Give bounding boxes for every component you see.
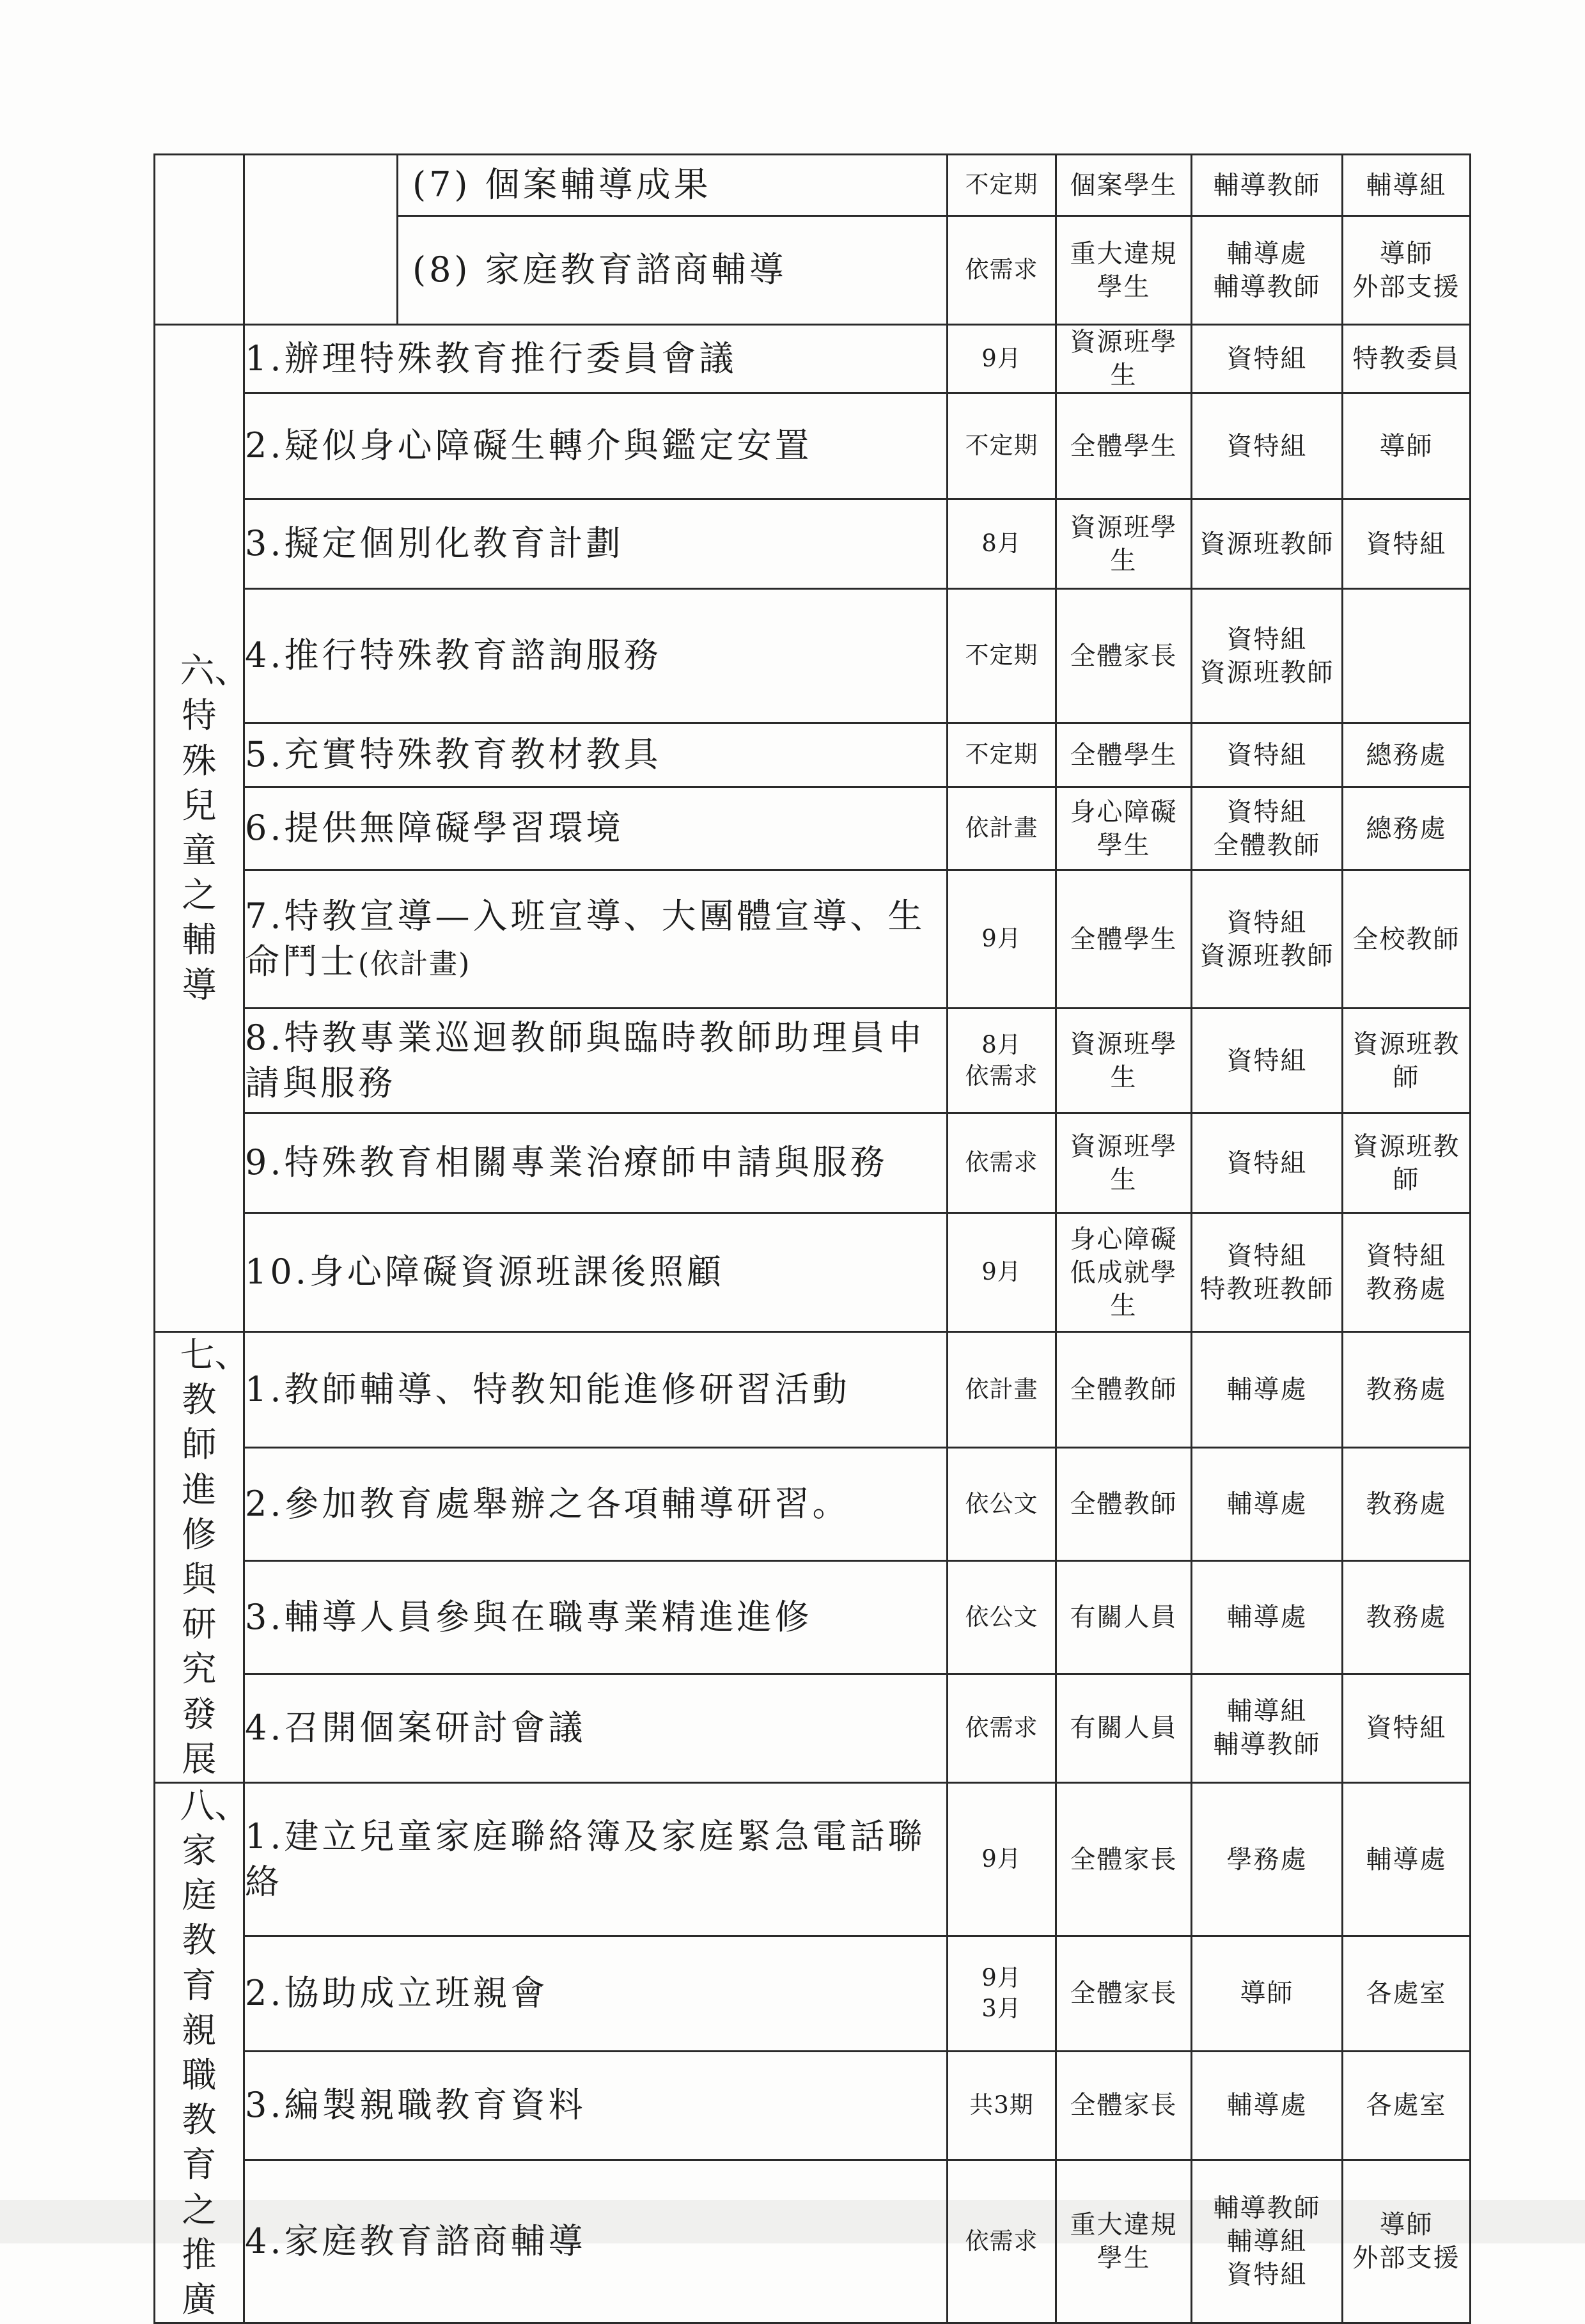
assist-cell: 教務處	[1343, 1332, 1471, 1448]
assist-cell: 總務處	[1343, 787, 1471, 870]
executor-cell: 資特組	[1192, 1009, 1343, 1113]
target-cell: 全體教師	[1056, 1448, 1192, 1561]
time-cell: 9月	[948, 870, 1056, 1009]
assist-cell: 導師 外部支援	[1343, 2160, 1471, 2323]
assist-cell: 教務處	[1343, 1561, 1471, 1674]
category-label: 八、家庭教育親職教育之推廣	[180, 1785, 249, 2320]
target-cell: 全體家長	[1056, 589, 1192, 723]
table-row	[155, 2051, 1471, 2160]
assist-cell: 資源班教師	[1343, 1113, 1471, 1213]
time-cell: 共3期	[948, 2051, 1056, 2160]
table-row	[155, 1936, 1471, 2051]
table-row	[155, 1674, 1471, 1782]
item-cell: 8.特教專業巡迴教師與臨時教師助理員申請與服務	[244, 1009, 948, 1113]
item-cell: 4.推行特殊教育諮詢服務	[244, 589, 948, 723]
assist-cell: 輔導處	[1343, 1782, 1471, 1936]
executor-cell: 資特組	[1192, 723, 1343, 787]
item-cell: 4.召開個案研討會議	[244, 1674, 948, 1782]
item-cell: 4.家庭教育諮商輔導	[244, 2160, 948, 2323]
category-cell	[155, 1782, 249, 2323]
executor-cell: 資特組 特教班教師	[1192, 1213, 1343, 1332]
time-cell: 8月	[948, 499, 1056, 589]
assist-cell: 導師	[1343, 393, 1471, 499]
time-cell: 9月	[948, 1213, 1056, 1332]
category-cell	[155, 1332, 249, 1783]
executor-cell: 輔導處 輔導教師	[1192, 216, 1343, 325]
executor-cell: 學務處	[1192, 1782, 1343, 1936]
time-cell: 9月 3月	[948, 1936, 1056, 2051]
time-cell: 不定期	[948, 589, 1056, 723]
time-cell: 依需求	[948, 1113, 1056, 1213]
time-cell: 依公文	[948, 1561, 1056, 1674]
target-cell: 資源班學生	[1056, 1009, 1192, 1113]
assist-cell: 資特組 教務處	[1343, 1213, 1471, 1332]
item-cell: 3.編製親職教育資料	[244, 2051, 948, 2160]
table-row	[155, 155, 1471, 216]
table-row	[155, 1009, 1471, 1113]
time-cell: 依計畫	[948, 787, 1056, 870]
executor-cell: 資源班教師	[1192, 499, 1343, 589]
target-cell: 身心障礙學生	[1056, 787, 1192, 870]
time-cell: 不定期	[948, 393, 1056, 499]
assist-cell: 各處室	[1343, 2051, 1471, 2160]
time-cell: 依需求	[948, 1674, 1056, 1782]
time-cell: 不定期	[948, 723, 1056, 787]
item-cell	[244, 870, 948, 1009]
table-row	[155, 723, 1471, 787]
target-cell: 身心障礙低成就學生	[1056, 1213, 1192, 1332]
executor-cell: 資特組 資源班教師	[1192, 870, 1343, 1009]
table-row	[155, 1213, 1471, 1332]
target-cell: 重大違規學生	[1056, 216, 1192, 325]
assist-cell: 資特組	[1343, 499, 1471, 589]
item-note: (依計畫)	[358, 947, 471, 980]
executor-cell: 輔導處	[1192, 1448, 1343, 1561]
time-cell: 依需求	[948, 216, 1056, 325]
executor-cell: 資特組	[1192, 1113, 1343, 1213]
item-cell: 1.教師輔導、特教知能進修研習活動	[244, 1332, 948, 1448]
assist-cell: 總務處	[1343, 723, 1471, 787]
assist-cell: 輔導組	[1343, 155, 1471, 216]
executor-cell: 輔導處	[1192, 1332, 1343, 1448]
assist-cell	[1343, 589, 1471, 723]
executor-cell: 輔導處	[1192, 1561, 1343, 1674]
target-cell: 全體教師	[1056, 1332, 1192, 1448]
assist-cell: 全校教師	[1343, 870, 1471, 1009]
target-cell: 有關人員	[1056, 1674, 1192, 1782]
table-row	[155, 1332, 1471, 1448]
executor-cell: 導師	[1192, 1936, 1343, 2051]
plan-table	[153, 153, 1471, 2324]
time-cell: 依計畫	[948, 1332, 1056, 1448]
item-cell: 10.身心障礙資源班課後照顧	[244, 1213, 948, 1332]
time-cell: 8月 依需求	[948, 1009, 1056, 1113]
time-cell: 依需求	[948, 2160, 1056, 2323]
time-cell: 依公文	[948, 1448, 1056, 1561]
target-cell: 全體學生	[1056, 870, 1192, 1009]
target-cell: 全體家長	[1056, 2051, 1192, 2160]
table-row	[155, 1448, 1471, 1561]
assist-cell: 資特組	[1343, 1674, 1471, 1782]
category-label: 六、特殊兒童之輔導	[180, 650, 249, 1005]
target-cell: 重大違規學生	[1056, 2160, 1192, 2323]
target-cell: 全體家長	[1056, 1936, 1192, 2051]
executor-cell: 輔導教師 輔導組 資特組	[1192, 2160, 1343, 2323]
item-cell: 3.輔導人員參與在職專業精進進修	[244, 1561, 948, 1674]
target-cell: 全體家長	[1056, 1782, 1192, 1936]
executor-cell: 輔導組 輔導教師	[1192, 1674, 1343, 1782]
table-row	[155, 1782, 1471, 1936]
executor-cell: 資特組	[1192, 325, 1343, 393]
table-row	[155, 393, 1471, 499]
category-label: 七、教師進修與研究發展	[180, 1335, 249, 1779]
item-cell: 1.建立兒童家庭聯絡簿及家庭緊急電話聯絡	[244, 1782, 948, 1936]
time-cell: 不定期	[948, 155, 1056, 216]
executor-cell: 輔導教師	[1192, 155, 1343, 216]
item-cell: 9.特殊教育相關專業治療師申請與服務	[244, 1113, 948, 1213]
time-cell: 9月	[948, 1782, 1056, 1936]
assist-cell: 各處室	[1343, 1936, 1471, 2051]
assist-cell: 特教委員	[1343, 325, 1471, 393]
target-cell: 有關人員	[1056, 1561, 1192, 1674]
item-cell: 2.參加教育處舉辦之各項輔導研習。	[244, 1448, 948, 1561]
table-row	[155, 1113, 1471, 1213]
executor-cell: 輔導處	[1192, 2051, 1343, 2160]
continued-category-cell	[155, 155, 244, 325]
target-cell: 全體學生	[1056, 393, 1192, 499]
item-cell: (8) 家庭教育諮商輔導	[398, 216, 948, 325]
item-text: 7.特教宣導—入班宣導、大團體宣導、生命鬥士	[245, 896, 926, 982]
executor-cell: 資特組 全體教師	[1192, 787, 1343, 870]
table-row	[155, 325, 1471, 393]
table-row	[155, 1561, 1471, 1674]
assist-cell: 教務處	[1343, 1448, 1471, 1561]
target-cell: 資源班學生	[1056, 499, 1192, 589]
target-cell: 資源班學生	[1056, 1113, 1192, 1213]
category-cell	[155, 325, 249, 1332]
table-row	[155, 499, 1471, 589]
table-row	[155, 787, 1471, 870]
executor-cell: 資特組	[1192, 393, 1343, 499]
assist-cell: 資源班教師	[1343, 1009, 1471, 1113]
target-cell: 全體學生	[1056, 723, 1192, 787]
executor-cell: 資特組 資源班教師	[1192, 589, 1343, 723]
assist-cell: 導師 外部支援	[1343, 216, 1471, 325]
item-cell: 2.疑似身心障礙生轉介與鑑定安置	[244, 393, 948, 499]
item-cell: 5.充實特殊教育教材教具	[244, 723, 948, 787]
target-cell: 資源班學生	[1056, 325, 1192, 393]
target-cell: 個案學生	[1056, 155, 1192, 216]
table-row	[155, 589, 1471, 723]
item-cell: (7) 個案輔導成果	[398, 155, 948, 216]
item-cell: 6.提供無障礙學習環境	[244, 787, 948, 870]
continued-item-cell	[244, 155, 398, 325]
item-cell: 2.協助成立班親會	[244, 1936, 948, 2051]
item-cell: 3.擬定個別化教育計劃	[244, 499, 948, 589]
table-row	[155, 2160, 1471, 2323]
item-cell: 1.辦理特殊教育推行委員會議	[244, 325, 948, 393]
table-row	[155, 870, 1471, 1009]
time-cell: 9月	[948, 325, 1056, 393]
